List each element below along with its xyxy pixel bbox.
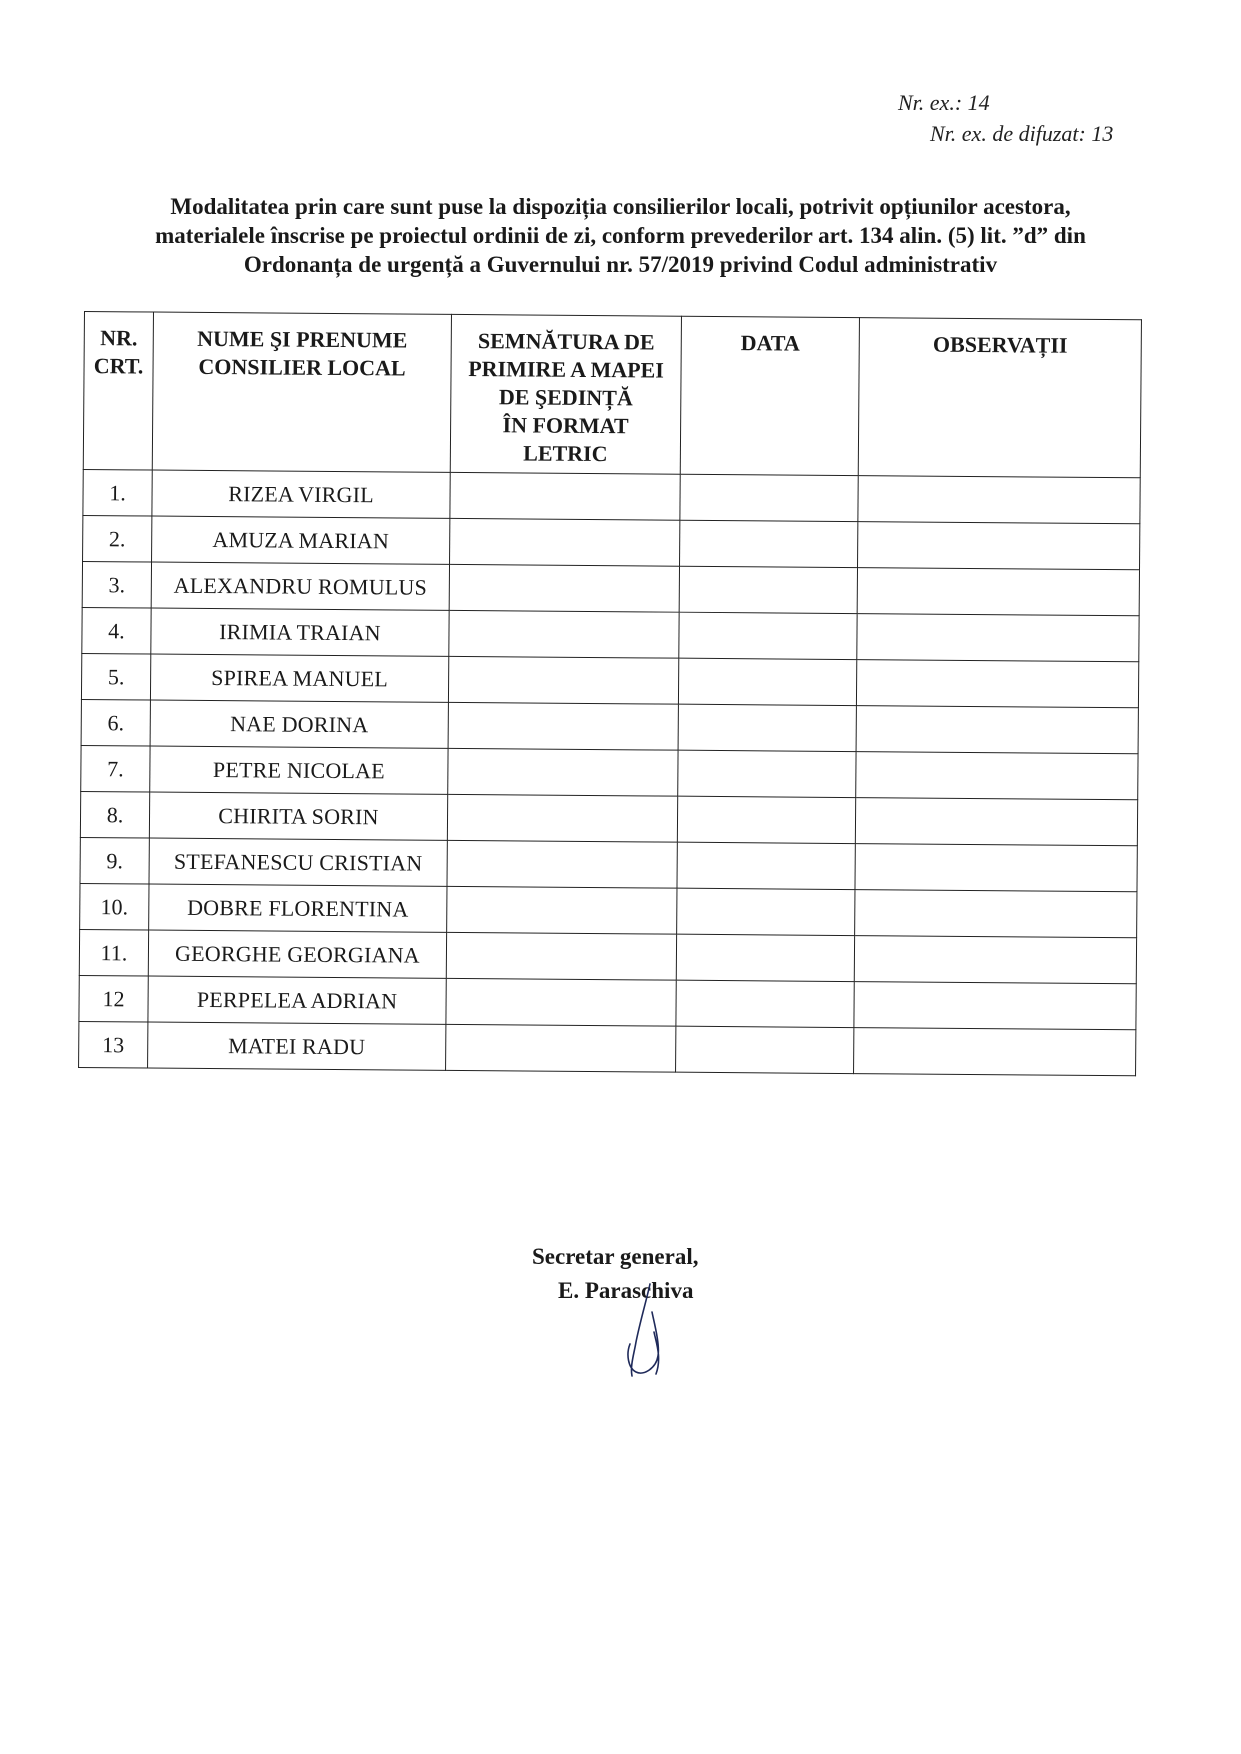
title-line-1: Modalitatea prin care sunt puse la dispoziția consilierilor locali, potrivit opțiunilor acestora, — [170, 194, 1071, 219]
row-number: 10. — [80, 883, 149, 930]
councillor-name: ALEXANDRU ROMULUS — [151, 562, 449, 610]
copies-to-distribute: Nr. ex. de difuzat: 13 — [930, 121, 1114, 146]
table-row — [82, 607, 1139, 661]
councillor-name: RIZEA VIRGIL — [152, 470, 450, 518]
table-row — [81, 653, 1138, 707]
row-number: 6. — [81, 699, 150, 746]
councillor-name: IRIMIA TRAIAN — [151, 608, 449, 656]
signature-cell[interactable] — [447, 840, 677, 888]
notes-cell[interactable] — [857, 568, 1139, 616]
notes-cell[interactable] — [857, 614, 1139, 662]
date-cell[interactable] — [680, 474, 858, 521]
councillor-name: DOBRE FLORENTINA — [149, 884, 447, 932]
notes-cell[interactable] — [855, 890, 1137, 938]
table-row — [83, 469, 1140, 523]
row-number: 9. — [80, 837, 149, 884]
signature-cell[interactable] — [449, 610, 679, 658]
date-cell[interactable] — [680, 520, 858, 567]
date-cell[interactable] — [676, 980, 854, 1027]
row-number: 12 — [79, 975, 148, 1022]
table-row — [81, 745, 1138, 799]
signature-cell[interactable] — [447, 886, 677, 934]
notes-cell[interactable] — [855, 798, 1137, 846]
title-line-3: Ordonanța de urgență a Guvernului nr. 57/2019 privind Codul administrativ — [243, 252, 998, 277]
signature-cell[interactable] — [447, 794, 677, 842]
row-number: 13 — [79, 1021, 148, 1068]
table-row — [79, 1021, 1136, 1075]
date-cell[interactable] — [677, 888, 855, 935]
date-cell[interactable] — [677, 842, 855, 889]
table-row — [79, 975, 1136, 1029]
copies-count: Nr. ex.: 14 — [898, 90, 990, 115]
councillor-name: SPIREA MANUEL — [150, 654, 448, 702]
signature-cell[interactable] — [448, 702, 678, 750]
handwritten-signature — [626, 1282, 666, 1382]
notes-cell[interactable] — [858, 476, 1140, 524]
councillor-name: CHIRITA SORIN — [149, 792, 447, 840]
notes-cell[interactable] — [854, 982, 1136, 1030]
notes-cell[interactable] — [858, 522, 1140, 570]
notes-cell[interactable] — [854, 1028, 1136, 1076]
title-line-2: materialele înscrise pe proiectul ordinii de zi, conform prevederilor art. 134 alin. (5) lit. ”d” din — [155, 223, 1086, 248]
table-row — [82, 561, 1139, 615]
table-row — [83, 515, 1140, 569]
header-signature: SEMNĂTURA DE PRIMIRE A MAPEI DE ŞEDINȚĂ ÎN FORMAT LETRIC — [450, 314, 681, 474]
notes-cell[interactable] — [854, 936, 1136, 984]
row-number: 4. — [82, 607, 151, 654]
header-date: DATA — [680, 316, 859, 475]
date-cell[interactable] — [677, 796, 855, 843]
councillors-table — [78, 311, 1142, 1076]
signatory-role: Secretar general, — [532, 1244, 699, 1269]
header-name: NUME ŞI PRENUME CONSILIER LOCAL — [152, 312, 451, 472]
councillor-name: GEORGHE GEORGIANA — [148, 930, 446, 978]
councillor-name: STEFANESCU CRISTIAN — [149, 838, 447, 886]
row-number: 2. — [83, 515, 152, 562]
header-nr-crt: NR. CRT. — [83, 312, 153, 471]
signature-cell[interactable] — [450, 472, 680, 520]
table-row — [80, 883, 1137, 937]
date-cell[interactable] — [678, 658, 856, 705]
councillor-name: PERPELEA ADRIAN — [148, 976, 446, 1024]
signature-block — [532, 1240, 698, 1308]
row-number: 1. — [83, 469, 152, 516]
table-row — [80, 837, 1137, 891]
date-cell[interactable] — [679, 566, 857, 613]
row-number: 11. — [79, 929, 148, 976]
councillor-name: NAE DORINA — [150, 700, 448, 748]
table-row — [80, 791, 1137, 845]
date-cell[interactable] — [678, 704, 856, 751]
signature-cell[interactable] — [446, 932, 676, 980]
table-row — [81, 699, 1138, 753]
notes-cell[interactable] — [856, 752, 1138, 800]
signature-cell[interactable] — [448, 656, 678, 704]
signature-cell[interactable] — [446, 1024, 676, 1072]
document-title — [60, 192, 1181, 279]
date-cell[interactable] — [679, 612, 857, 659]
row-number: 5. — [81, 653, 150, 700]
header-notes: OBSERVAȚII — [858, 318, 1141, 478]
row-number: 3. — [82, 561, 151, 608]
row-number: 8. — [80, 791, 149, 838]
notes-cell[interactable] — [855, 844, 1137, 892]
councillor-name: AMUZA MARIAN — [152, 516, 450, 564]
notes-cell[interactable] — [856, 706, 1138, 754]
signature-cell[interactable] — [446, 978, 676, 1026]
signature-cell[interactable] — [450, 518, 680, 566]
signatory-name: E. Paraschiva — [558, 1278, 694, 1303]
date-cell[interactable] — [676, 1026, 854, 1073]
row-number: 7. — [81, 745, 150, 792]
councillor-name: PETRE NICOLAE — [150, 746, 448, 794]
date-cell[interactable] — [676, 934, 854, 981]
notes-cell[interactable] — [856, 660, 1138, 708]
table-row — [79, 929, 1136, 983]
signature-cell[interactable] — [449, 564, 679, 612]
date-cell[interactable] — [678, 750, 856, 797]
table-header-row — [83, 312, 1141, 478]
signature-cell[interactable] — [448, 748, 678, 796]
councillor-name: MATEI RADU — [148, 1022, 446, 1070]
